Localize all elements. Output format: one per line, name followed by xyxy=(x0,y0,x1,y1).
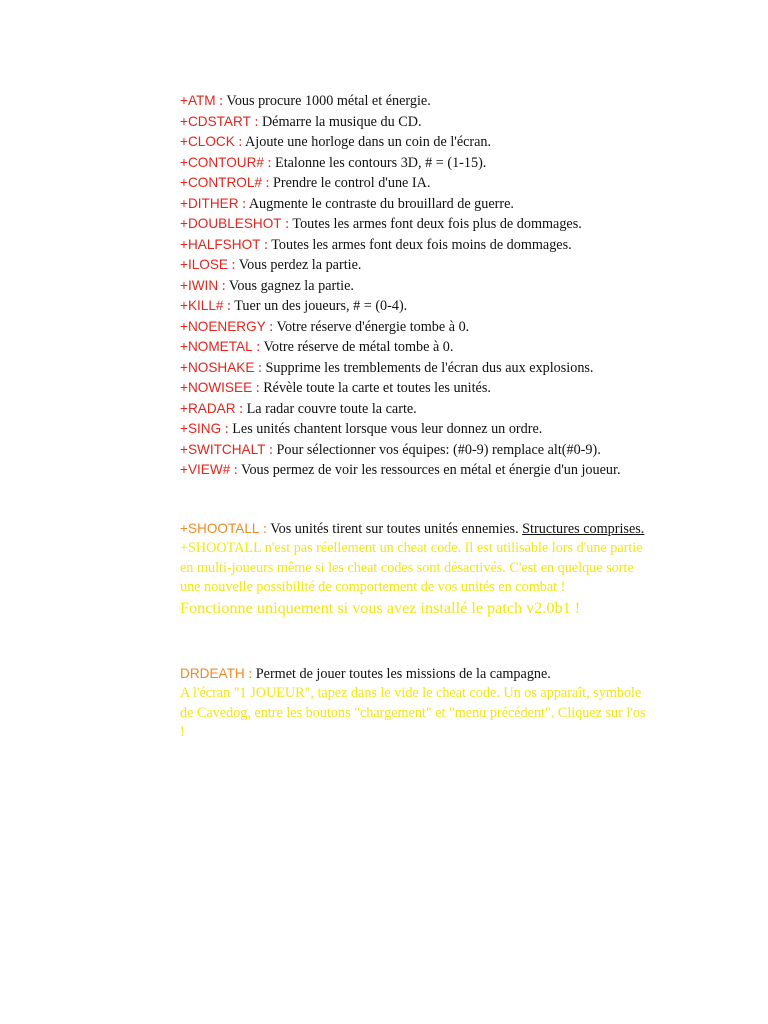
cheat-list xyxy=(180,91,650,481)
cheat-code: +NOWISEE xyxy=(180,380,253,395)
cheat-code: +KILL# xyxy=(180,298,224,313)
cheat-separator: : xyxy=(223,298,235,314)
cheat-row xyxy=(180,112,650,133)
cheat-description: Vous gagnez la partie. xyxy=(228,277,354,294)
document-page xyxy=(180,91,650,743)
cheat-separator: : xyxy=(227,257,239,273)
cheat-code: +RADAR xyxy=(180,400,236,416)
cheat-description: Ajoute une horloge dans un coin de l'écran. xyxy=(245,134,492,150)
cheat-row xyxy=(180,91,650,112)
drdeath-note: A l'écran "1 JOUEUR", tapez dans le vide le cheat code. Un os apparaît, symbole de Cavedog, entre les boutons "chargement" et "menu précédent". Cliquez sur l'os ! xyxy=(180,685,646,740)
cheat-code: +ILOSE xyxy=(180,257,228,272)
cheat-description: Pour sélectionner vos équipes: (#0-9) remplace alt(#0-9). xyxy=(276,441,601,458)
cheat-separator: : xyxy=(221,421,233,437)
cheat-separator: : xyxy=(281,216,293,232)
drdeath-code: DRDEATH xyxy=(180,665,245,681)
drdeath-description: Permet de jouer toutes les missions de la campagne. xyxy=(255,665,551,682)
cheat-code: +SWITCHALT xyxy=(180,441,266,457)
cheat-row xyxy=(180,358,650,379)
cheat-row xyxy=(180,214,650,235)
cheat-row xyxy=(180,337,650,358)
cheat-description: Toutes les armes font deux fois moins de dommages. xyxy=(271,236,572,253)
cheat-code: +ATM xyxy=(180,93,216,108)
cheat-description: Vous permez de voir les ressources en métal et énergie d'un joueur. xyxy=(241,462,621,478)
cheat-row xyxy=(180,276,650,297)
cheat-separator: : xyxy=(238,195,249,212)
cheat-separator: : xyxy=(261,175,274,191)
cheat-description: Augmente le contraste du brouillard de guerre. xyxy=(248,195,514,212)
cheat-row xyxy=(180,317,650,338)
cheat-row xyxy=(180,173,650,194)
cheat-description: Prendre le control d'une IA. xyxy=(273,175,431,191)
cheat-code: +NOSHAKE xyxy=(180,359,255,375)
cheat-code: +NOENERGY xyxy=(180,318,266,334)
cheat-separator: : xyxy=(230,462,242,478)
cheat-code: +DOUBLESHOT xyxy=(180,216,282,231)
cheat-code: +SING xyxy=(180,421,222,436)
cheat-row xyxy=(180,194,650,215)
cheat-description: Votre réserve d'énergie tombe à 0. xyxy=(276,318,470,335)
cheat-code: +IWIN xyxy=(180,277,219,293)
cheat-code: +NOMETAL xyxy=(180,339,253,354)
cheat-code: +DITHER xyxy=(180,195,239,211)
shootall-description-underlined: Structures comprises. xyxy=(522,520,645,537)
cheat-separator: : xyxy=(252,380,264,396)
cheat-row xyxy=(180,296,650,317)
shootall-note: +SHOOTALL n'est pas réellement un cheat code. Il est utilisable lors d'une partie en multi-joueurs même si les cheat codes sont désactivés. C'est en quelque sorte une nouvelle possibilité de comportement de vos unités en combat ! xyxy=(180,540,643,595)
drdeath-row xyxy=(180,664,650,685)
cheat-separator: : xyxy=(252,339,264,355)
cheat-code: +HALFSHOT xyxy=(180,236,261,252)
cheat-row xyxy=(180,132,650,153)
cheat-separator: : xyxy=(265,441,277,458)
cheat-description: Toutes les armes font deux fois plus de dommages. xyxy=(292,216,582,232)
cheat-code: +VIEW# xyxy=(180,462,231,477)
cheat-description: Etalonne les contours 3D, # = (1-15). xyxy=(275,154,487,171)
cheat-code: +CLOCK xyxy=(180,134,235,149)
cheat-row xyxy=(180,235,650,256)
shootall-description: Vos unités tirent sur toutes unités ennemies. xyxy=(270,520,523,537)
cheat-row xyxy=(180,255,650,276)
cheat-separator: : xyxy=(234,134,246,150)
cheat-description: Votre réserve de métal tombe à 0. xyxy=(263,339,454,355)
cheat-separator: : xyxy=(265,318,277,335)
cheat-description: Démarre la musique du CD. xyxy=(261,113,422,130)
cheat-separator: : xyxy=(235,400,247,417)
cheat-description: Supprime les tremblements de l'écran dus aux explosions. xyxy=(265,359,594,376)
cheat-separator: : xyxy=(263,154,276,171)
shootall-patch-note: Fonctionne uniquement si vous avez installé le patch v2.0b1 ! xyxy=(180,598,581,617)
cheat-row xyxy=(180,419,650,440)
drdeath-section xyxy=(180,664,650,743)
cheat-separator: : xyxy=(215,93,227,109)
cheat-description: La radar couvre toute la carte. xyxy=(246,400,417,417)
cheat-description: Tuer un des joueurs, # = (0-4). xyxy=(234,298,408,314)
cheat-description: Révèle toute la carte et toutes les unités. xyxy=(263,380,491,396)
cheat-row xyxy=(180,460,650,481)
cheat-separator: : xyxy=(254,359,266,376)
cheat-separator: : xyxy=(250,113,262,130)
cheat-row xyxy=(180,399,650,420)
cheat-code: +CONTOUR# xyxy=(180,154,264,170)
cheat-row xyxy=(180,440,650,461)
shootall-section xyxy=(180,519,650,619)
cheat-code: +CDSTART xyxy=(180,113,251,129)
cheat-code: +CONTROL# xyxy=(180,175,262,190)
cheat-row xyxy=(180,153,650,174)
shootall-separator: : xyxy=(259,520,271,537)
cheat-description: Vous procure 1000 métal et énergie. xyxy=(226,93,431,109)
drdeath-separator: : xyxy=(244,665,256,682)
cheat-separator: : xyxy=(218,277,229,294)
shootall-code: +SHOOTALL xyxy=(180,520,260,536)
cheat-description: Les unités chantent lorsque vous leur donnez un ordre. xyxy=(232,421,543,437)
cheat-row xyxy=(180,378,650,399)
cheat-separator: : xyxy=(260,236,272,253)
cheat-description: Vous perdez la partie. xyxy=(238,257,362,273)
shootall-row xyxy=(180,519,650,540)
